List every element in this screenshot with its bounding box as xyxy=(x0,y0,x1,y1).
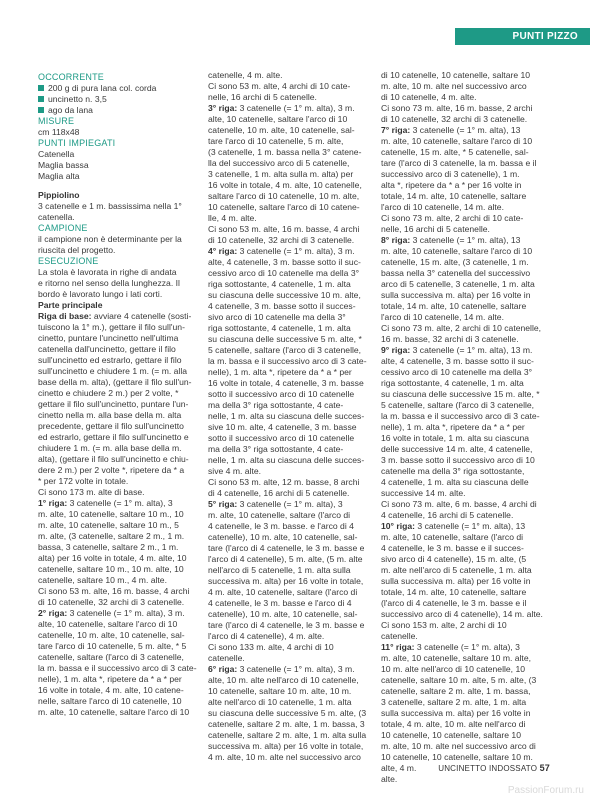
text-line: successivo arco di 4 catenelle), 14 m. alte. xyxy=(381,609,543,619)
text-line: la m. bassa e il successivo arco di 3 cate- xyxy=(381,411,540,421)
text-line: riga sottostante, 4 catenelle, 1 m. alta xyxy=(208,323,351,333)
text-line: catenelle, 4 m. alte. xyxy=(208,70,283,80)
row-9-first: 9° riga: 3 catenelle (= 1° m. alta), 13 m. xyxy=(381,345,533,355)
text-line: 3 catenelle e 1 m. bassissima nella 1° xyxy=(38,201,182,211)
row-3-first: 3° riga: 3 catenelle (= 1° m. alta), 3 m. xyxy=(208,103,355,113)
text-line: di 10 catenelle, 32 archi di 3 catenelle. xyxy=(208,235,355,245)
bullet-text: uncinetto n. 3,5 xyxy=(48,94,107,104)
row-1-label: 1° riga: xyxy=(38,498,68,508)
text-line: 10 catenelle, 10 catenelle, saltare 10 m. alte, 4 m. xyxy=(381,752,533,773)
text-line: precedente, gettare il filo sull'uncinetto xyxy=(38,421,184,431)
row-2-label: 2° riga: xyxy=(38,608,68,618)
text-line: ma della 3° riga sottostante, 4 cate- xyxy=(208,400,344,410)
text-line xyxy=(38,105,198,116)
text-line: su ciascuna delle successive 10 m. alte, xyxy=(208,290,361,300)
row-base-first: Riga di base: avviare 4 catenelle (sosti- xyxy=(38,311,192,321)
text-line: 10 catenelle, 10 catenelle, saltare 10 xyxy=(381,730,521,740)
materials-list xyxy=(38,83,198,116)
text-line: totale, 4 m. alte, 10 m. alte nell'arco di xyxy=(381,719,526,729)
text-line: bordo è lavorato lungo i lati corti. xyxy=(38,289,163,299)
text-line: tare l'arco di 10 catenelle, 5 m. alte, xyxy=(208,136,344,146)
text-line: totale, 14 m. alte, 10 catenelle, saltare xyxy=(381,587,527,597)
text-line: m. alte, 10 catenelle, saltare (l'arco di xyxy=(381,532,524,542)
text-line: sotto il successivo arco di 10 catenelle xyxy=(208,389,355,399)
row-3-label: 3° riga: xyxy=(208,103,238,113)
text-line: sull'uncinetto e chiudere 1 m. (= m. alla xyxy=(38,366,188,376)
text-line: nelle), 1 m. alta *, ripetere da * a * per xyxy=(208,367,352,377)
text-line: lla del successivo arco di 5 catenelle, xyxy=(208,158,350,168)
row-6-first: 6° riga: 3 catenelle (= 1° m. alta), 3 m. xyxy=(208,664,355,674)
text-line: l'arco di 10 catenelle, 14 m. alte. xyxy=(381,202,504,212)
text-line: sivo arco di 10 catenelle ma della 3° xyxy=(208,312,346,322)
text-line: 10 catenelle, saltare 10 m. alte, 10 m. xyxy=(208,686,352,696)
row-2-text xyxy=(38,619,198,718)
text-line: su ciascuna delle successive 5 m. alte, (3 xyxy=(208,708,367,718)
text-line: nell'arco di 5 catenelle, 1 m. alta sulla xyxy=(208,565,351,575)
bullet-text: 200 g di pura lana col. corda xyxy=(48,83,157,93)
text-line: di 10 catenelle, 10 catenelle, saltare 10 xyxy=(381,70,531,80)
text-line: catenella dall'uncinetto, gettare il filo xyxy=(38,344,176,354)
text-line: m. alte, 10 catenelle, saltare l'arco di 10 xyxy=(381,246,533,256)
text-line: Ci sono 153 m. alte, 2 archi di 10 xyxy=(381,620,507,630)
bullet-square-icon xyxy=(38,85,44,91)
text-line: alte nell'arco di 10 catenelle, 1 m. alta xyxy=(208,697,352,707)
stitches-list xyxy=(38,149,198,182)
text-line: 16 m. basse, 32 archi di 3 catenelle. xyxy=(381,334,519,344)
text-line: 3 catenelle, saltare 2 m. alte, 1 m. alta xyxy=(381,697,527,707)
text-line: catenelle ma della 3° riga sottostante, xyxy=(381,466,525,476)
text-line: 4 m. alte, 10 catenelle, saltare (l'arco di xyxy=(208,587,358,597)
text-line: nelle, 1 m. alta su ciascuna delle succes- xyxy=(208,455,365,465)
text-line: successiva m. alta) per 16 volte in totale, xyxy=(208,741,364,751)
row-10-first: 10° riga: 3 catenelle (= 1° m. alta), 13 xyxy=(381,521,526,531)
text-line: nelle), 1 m. alta *, ripetere da * a * per xyxy=(38,674,182,684)
text-line: 10 m. alte nell'arco di 10 catenelle, 10 xyxy=(381,664,526,674)
text-line: 16 volte in totale, 4 m. alte, 10 catenelle, xyxy=(208,180,362,190)
heading-punti: PUNTI IMPIEGATI xyxy=(38,138,116,148)
row-10-text xyxy=(381,532,550,642)
row-6-text xyxy=(208,675,374,763)
text-line: 16 volte in totale, 1 m. alta su ciascuna xyxy=(381,433,530,443)
text-line: m. alte nell'arco di 5 catenelle, 1 m. alta xyxy=(381,565,532,575)
text-line: Ci sono 73 m. alte, 2 archi di 10 catenelle, xyxy=(381,323,542,333)
text-line: 4 catenelle, le 3 m. basse e il succes- xyxy=(381,543,524,553)
row-4-label: 4° riga: xyxy=(208,246,238,256)
text-line: catenelle, saltare 2 m. alte, 1 m. bassa, xyxy=(381,686,531,696)
text-line: m. alte, 10 catenelle, saltare l'arco di 10 xyxy=(38,707,190,717)
text-line: 4 catenelle, 3 m. basse sotto il succes- xyxy=(208,301,356,311)
col2-intro xyxy=(208,70,374,103)
watermark: PassionForum.ru xyxy=(507,785,584,796)
text-line: catenella. xyxy=(38,212,75,222)
text-line: tare (l'arco di 3 catenelle, la m. bassa e il xyxy=(381,158,537,168)
text-line: catenelle, saltare 10 m., 4 m. alte. xyxy=(38,575,167,585)
text-line: Ci sono 73 m. alte, 16 m. basse, 2 archi xyxy=(381,103,533,113)
row-7-text xyxy=(381,136,550,235)
text-line: alte, 10 m. alte nell'arco di 10 catenelle, xyxy=(208,675,359,685)
text-line: riga sottostante, 4 catenelle, 1 m. alta xyxy=(208,279,351,289)
text-line: tuiscono la 1° m.), gettare il filo sull'un- xyxy=(38,322,185,332)
text-line: catenelle, 10 m. alte, 10 catenelle, sal- xyxy=(208,125,355,135)
column-2 xyxy=(208,70,374,763)
text-line: il campione non è determinante per la xyxy=(38,234,182,244)
text-line: m. alte, 10 catenelle, saltare (l'arco di xyxy=(208,510,351,520)
row-9-text xyxy=(381,356,550,521)
text-line: Ci sono 53 m. alte, 12 m. basse, 8 archi xyxy=(208,477,360,487)
text-line: catenelle, 10 m. alte, 10 catenelle, sal- xyxy=(38,630,185,640)
text-line: catenelle, 15 m. alte, (3 catenelle, 1 m. xyxy=(381,257,529,267)
text-line: catenelle, saltare 2 m. alte, 1 m. alta sulla xyxy=(208,730,367,740)
text-line: 3 catenelle, 1 m. alta sulla m. alta) per xyxy=(208,169,354,179)
text-line: 4 m. alte, 10 m. alte nel successivo arco xyxy=(208,752,361,762)
text-line: 4 catenelle, le 3 m. basse. e l'arco di 4 xyxy=(208,521,354,531)
text-line: catenelle, saltare 10 m., 10 m. alte, 10 xyxy=(38,564,184,574)
row-6-label: 6° riga: xyxy=(208,664,238,674)
text-line: catenelle. xyxy=(381,631,418,641)
text-line: tare l'arco di 10 catenelle, 5 m. alte, * 5 xyxy=(38,641,187,651)
text-line: successiva m. alta) per 16 volte in totale, xyxy=(208,576,364,586)
text-line: tare (l'arco di 4 catenelle, le 3 m. basse e xyxy=(208,620,365,630)
text-line: nelle, 16 archi di 5 catenelle. xyxy=(381,224,490,234)
text-line: sive 10 m. alte, 4 catenelle, 3 m. basse xyxy=(208,422,357,432)
col3-intro xyxy=(381,70,550,125)
text-line: tare (l'arco di 4 catenelle, le 3 m. basse e xyxy=(208,543,365,553)
text-line: catenelle), 10 m. alte, 10 catenelle, sal- xyxy=(208,609,358,619)
text-line: sotto il successivo arco di 10 catenelle xyxy=(208,433,355,443)
row-base-text xyxy=(38,322,198,498)
text-line: alte, 4 catenelle, 3 m. basse sotto il suc- xyxy=(208,257,361,267)
text-line: nelle, saltare l'arco di 10 catenelle, 10 xyxy=(38,696,182,706)
section-header-bar xyxy=(455,28,590,45)
text-line: gettare il filo sull'uncinetto, puntare l'un- xyxy=(38,399,189,409)
text-line: Maglia alta xyxy=(38,171,80,181)
row-1-text xyxy=(38,509,198,608)
text-line: l'arco di 4 catenelle), 5 m. alte, (5 m. alte xyxy=(208,554,363,564)
row-11-label: 11° riga: xyxy=(381,642,415,652)
text-line: di 10 catenelle, 32 archi di 3 catenelle. xyxy=(381,114,528,124)
heading-parte-principale: Parte principale xyxy=(38,300,103,310)
text-line: Ci sono 53 m. alte, 16 m. basse, 4 archi xyxy=(208,224,360,234)
text-line: 5 catenelle, saltare (l'arco di 3 catenelle, xyxy=(381,400,535,410)
text-line: Catenella xyxy=(38,149,75,159)
text-line: cinetto nella m. alla base della m. alta xyxy=(38,410,182,420)
text-line: m. alte, 10 catenelle, saltare 10 m. alte, xyxy=(381,653,531,663)
esecuzione-text xyxy=(38,267,198,300)
row-9-label: 9° riga: xyxy=(381,345,411,355)
size-value: cm 118x48 xyxy=(38,127,80,137)
row-base-label: Riga di base: xyxy=(38,311,92,321)
text-line: cinetto, puntare l'uncinetto nell'ultima xyxy=(38,333,179,343)
text-line: e ritorno nel senso della lunghezza. Il xyxy=(38,278,180,288)
text-line: nelle, 16 archi di 5 catenelle. xyxy=(208,92,317,102)
text-line: alta), (gettare il filo sull'uncinetto e chiu- xyxy=(38,454,189,464)
row-11-first: 11° riga: 3 catenelle (= 1° m. alta), 3 xyxy=(381,642,520,652)
text-line: 4 catenelle, le 3 m. basse e l'arco di 4 xyxy=(208,598,352,608)
text-line: arco di 5 catenelle, 3 catenelle, 1 m. alta xyxy=(381,279,535,289)
section-title: PUNTI PIZZO xyxy=(512,31,578,42)
text-line: dere 2 m.) per 2 volte *, ripetere da * a xyxy=(38,465,185,475)
text-line: bassa, 3 catenelle, saltare 2 m., 1 m. xyxy=(38,542,179,552)
text-line: la m. bassa e il successivo arco di 3 cate- xyxy=(208,356,367,366)
text-line: riga sottostante, 4 catenelle, 1 m. alta xyxy=(381,378,524,388)
text-line: 3 m. basse sotto il successivo arco di 10 xyxy=(381,455,535,465)
text-line: delle successive 14 m. alte, 4 catenelle, xyxy=(381,444,533,454)
text-line: alte, 4 catenelle, 3 m. basse sotto il suc- xyxy=(381,356,534,366)
row-4-text xyxy=(208,257,374,499)
row-5-text xyxy=(208,510,374,664)
heading-esecuzione: ESECUZIONE xyxy=(38,256,99,266)
row-8-first: 8° riga: 3 catenelle (= 1° m. alta), 13 xyxy=(381,235,521,245)
text-line: sive 4 m. alte. xyxy=(208,466,262,476)
text-line: 16 volte in totale, 4 catenelle, 3 m. basse xyxy=(208,378,364,388)
text-line: riuscita del progetto. xyxy=(38,245,116,255)
heading-occorrente: OCCORRENTE xyxy=(38,72,105,82)
text-line: successivo arco di 3 catenelle), 1 m. xyxy=(381,169,520,179)
text-line: di 10 catenelle, 32 archi di 3 catenelle. xyxy=(38,597,185,607)
text-line: Ci sono 73 m. alte, 6 m. basse, 4 archi di xyxy=(381,499,537,509)
text-line: catenelle, saltare 10 m. alte, 5 m. alte, (3 xyxy=(381,675,537,685)
text-line: nelle, 1 m. alta su ciascuna delle succes- xyxy=(208,411,365,421)
page-number: 57 xyxy=(539,763,550,773)
text-line: cessivo arco di 10 catenelle ma della 3° xyxy=(208,268,360,278)
text-line xyxy=(38,83,198,94)
text-line: catenelle, 15 m. alte, * 5 catenelle, sal- xyxy=(381,147,529,157)
column-3 xyxy=(381,70,550,785)
text-line: Ci sono 53 m. alte, 16 m. basse, 4 archi xyxy=(38,586,190,596)
text-line: Ci sono 133 m. alte, 4 archi di 10 xyxy=(208,642,334,652)
text-line: sull'uncinetto ed estrarlo, gettare il filo xyxy=(38,355,182,365)
text-line: alte, 10 catenelle, saltare l'arco di 10 xyxy=(38,619,178,629)
text-line: (3 catenelle, 1 m. bassa nella 3° catene- xyxy=(208,147,362,157)
row-10-label: 10° riga: xyxy=(381,521,416,531)
text-line: 10 catenelle, saltare l'arco di 10 catene- xyxy=(208,202,360,212)
text-line: bassa nella 3° catenella del successivo xyxy=(381,268,531,278)
row-2-first: 2° riga: 3 catenelle (= 1° m. alta), 3 m. xyxy=(38,608,185,618)
text-line: Ci sono 173 m. alte di base. xyxy=(38,487,145,497)
row-8-text xyxy=(381,246,550,345)
row-4-first: 4° riga: 3 catenelle (= 1° m. alta), 3 m. xyxy=(208,246,355,256)
text-line: successive 14 m. alte. xyxy=(381,488,466,498)
text-line: di 10 catenelle, 4 m. alte. xyxy=(381,92,477,102)
text-line: chiudere 1 m. (= m. alla base della m. xyxy=(38,443,182,453)
text-line: Ci sono 73 m. alte, 2 archi di 10 cate- xyxy=(381,213,524,223)
column-1 xyxy=(38,72,198,718)
text-line: base della m. alta), (gettare il filo sull'un- xyxy=(38,377,192,387)
text-line: La stola è lavorata in righe di andata xyxy=(38,267,177,277)
heading-pippiolino: Pippiolino xyxy=(38,190,80,200)
text-line: m. alte, 10 catenelle, saltare l'arco di 10 xyxy=(381,136,533,146)
text-line: (l'arco di 4 catenelle, le 3 m. basse e il xyxy=(381,598,527,608)
text-line: lle, 4 m. alte. xyxy=(208,213,257,223)
text-line: 5 catenelle, saltare (l'arco di 3 catenelle, xyxy=(208,345,362,355)
text-line: l'arco di 4 catenelle), 4 m. alte. xyxy=(208,631,325,641)
text-line: alta) per 16 volte in totale, 4 m. alte, 10 xyxy=(38,553,187,563)
heading-campione: CAMPIONE xyxy=(38,223,88,233)
text-line: sulla successiva m. alta) per 16 volte in xyxy=(381,290,531,300)
text-line: sulla successiva m. alta) per 16 volte in xyxy=(381,576,531,586)
text-line: su ciascuna delle successive 15 m. alte, * xyxy=(381,389,540,399)
row-8-label: 8° riga: xyxy=(381,235,411,245)
text-line: 4 catenelle, 1 m. alta su ciascuna delle xyxy=(381,477,529,487)
row-1-first: 1° riga: 3 catenelle (= 1° m. alta), 3 xyxy=(38,498,173,508)
text-line: m. alte, 10 m. alte nel successivo arco di xyxy=(381,741,536,751)
text-line: alta *, ripetere da * a * per 16 volte in xyxy=(381,180,522,190)
text-line: catenelle. xyxy=(208,653,245,663)
text-line: catenelle, saltare 2 m. alte, 1 m. bassa, 3 xyxy=(208,719,365,729)
text-line: m. alte, 10 catenelle, saltare 10 m., 5 xyxy=(38,520,179,530)
text-line: l'arco di 10 catenelle, 14 m. alte. xyxy=(381,312,504,322)
text-line: di 4 catenelle, 16 archi di 5 catenelle. xyxy=(208,488,350,498)
text-line: Ci sono 53 m. alte, 4 archi di 10 cate- xyxy=(208,81,351,91)
pippiolino-text xyxy=(38,201,198,223)
text-line: m. alte, 10 m. alte nel successivo arco xyxy=(381,81,527,91)
bullet-square-icon xyxy=(38,107,44,113)
campione-text xyxy=(38,234,198,256)
text-line: su ciascuna delle successive 5 m. alte, * xyxy=(208,334,362,344)
text-line: alte. xyxy=(381,774,398,784)
text-line: la m. bassa e il successivo arco di 3 cate- xyxy=(38,663,197,673)
text-line: catenelle), 10 m. alte, 10 catenelle, sal- xyxy=(208,532,358,542)
text-line: cinetto e chiudere 2 m.) per 2 volte, * xyxy=(38,388,179,398)
row-7-label: 7° riga: xyxy=(381,125,411,135)
row-3-text xyxy=(208,114,374,246)
row-7-first: 7° riga: 3 catenelle (= 1° m. alta), 13 xyxy=(381,125,521,135)
magazine-name: UNCINETTO INDOSSATO xyxy=(438,764,538,773)
bullet-square-icon xyxy=(38,96,44,102)
row-5-label: 5° riga: xyxy=(208,499,238,509)
text-line: totale, 14 m. alte, 10 catenelle, saltare xyxy=(381,301,527,311)
text-line: sivo arco di 4 catenelle), 15 m. alte, (5 xyxy=(381,554,527,564)
heading-misure: MISURE xyxy=(38,116,75,126)
text-line: ed estrarlo, gettare il filo sull'uncinetto e xyxy=(38,432,189,442)
text-line: * per 172 volte in totale. xyxy=(38,476,129,486)
text-line xyxy=(38,94,198,105)
text-line: catenelle, saltare (l'arco di 3 catenelle, xyxy=(38,652,184,662)
text-line: sulla successiva m. alta) per 16 volte in xyxy=(381,708,531,718)
text-line: alte, 10 catenelle, saltare l'arco di 10 xyxy=(208,114,348,124)
text-line: m. alte, 10 catenelle, saltare 10 m., 10 xyxy=(38,509,184,519)
text-line: m. alte, (3 catenelle, saltare 2 m., 1 m. xyxy=(38,531,185,541)
page-footer xyxy=(438,763,550,773)
text-line: nelle), 1 m. alta *, ripetere da * a * per xyxy=(381,422,525,432)
text-line: saltare l'arco di 10 catenelle, 10 m. alte, xyxy=(208,191,360,201)
text-line: 16 volte in totale, 4 m. alte, 10 catene- xyxy=(38,685,184,695)
text-line: totale, 14 m. alte, 10 catenelle, saltare xyxy=(381,191,527,201)
row-5-first: 5° riga: 3 catenelle (= 1° m. alta), 3 xyxy=(208,499,343,509)
text-line: ma della 3° riga sottostante, 4 cate- xyxy=(208,444,344,454)
text-line: 4 catenelle, 16 archi di 5 catenelle. xyxy=(381,510,514,520)
bullet-text: ago da lana xyxy=(48,105,93,115)
text-line: cessivo arco di 10 catenelle ma della 3° xyxy=(381,367,533,377)
text-line: Maglia bassa xyxy=(38,160,89,170)
